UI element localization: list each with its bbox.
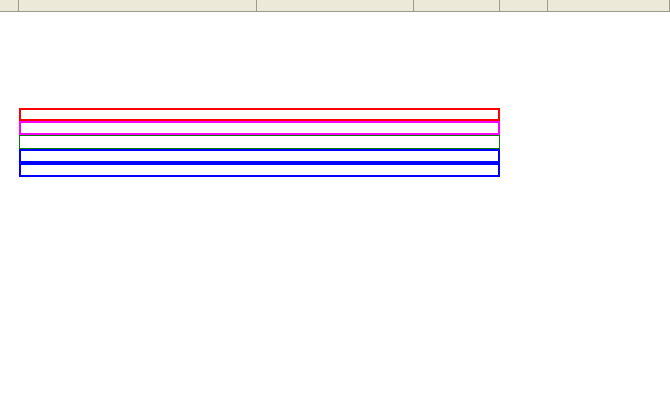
column-header-b[interactable]: [257, 0, 414, 11]
column-header-d[interactable]: [500, 0, 548, 11]
column-header-e[interactable]: [548, 0, 670, 11]
highlight-row-16: [19, 163, 500, 177]
highlight-row-13: [19, 121, 500, 135]
column-header-a[interactable]: [19, 0, 257, 11]
select-all-corner[interactable]: [0, 0, 19, 11]
column-header-c[interactable]: [414, 0, 500, 11]
highlight-row-15: [19, 149, 500, 163]
column-header-bar: [0, 0, 670, 12]
highlight-row-14: [19, 135, 500, 149]
highlight-row-12: [19, 108, 500, 121]
